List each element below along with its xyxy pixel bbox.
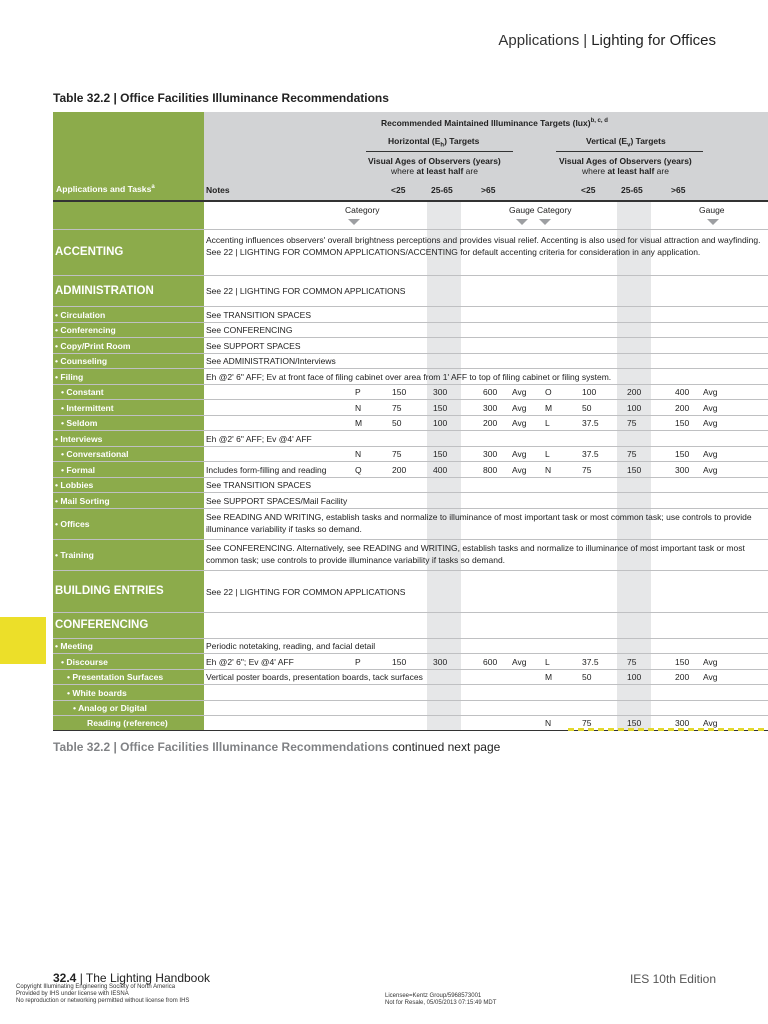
row-label: BUILDING ENTRIES <box>55 585 164 597</box>
table-row <box>53 477 768 493</box>
value-cell: Avg <box>703 656 718 667</box>
row-label: Reading (reference) <box>87 718 168 728</box>
value-cell: 400 <box>433 464 448 475</box>
copyright-block <box>16 984 189 1005</box>
where-bold: at least half <box>607 166 655 176</box>
table-row <box>53 638 768 654</box>
continued-note-title: Table 32.2 | Office Facilities Illuminance Recommendations <box>53 740 389 754</box>
value-cell: 37.5 <box>582 656 599 667</box>
value-cell: L <box>545 418 550 428</box>
row-note: See ADMINISTRATION/Interviews <box>206 356 336 366</box>
value-cell: 50 <box>582 672 592 682</box>
copyright-line: No reproduction or networking permitted without license from IHS <box>16 998 190 1004</box>
horizontal-heading-sub: h <box>440 142 445 149</box>
horizontal-heading-end: ) Targets <box>444 136 480 146</box>
value-cell: Avg <box>703 672 718 682</box>
table-row <box>53 229 768 276</box>
row-label: • Seldom <box>61 418 98 428</box>
vertical-heading-text: Vertical (E <box>586 136 628 146</box>
row-label: • Filing <box>55 371 84 382</box>
row-note: See CONFERENCING <box>206 325 293 335</box>
book-title: | The Lighting Handbook <box>76 971 211 985</box>
table-row <box>53 415 768 431</box>
row-label: • Mail Sorting <box>55 495 110 506</box>
targets-heading-text: Recommended Maintained Illuminance Targets (lux) <box>381 118 591 128</box>
value-cell: M <box>545 402 553 413</box>
value-cell: M <box>545 672 553 682</box>
value-cell: 75 <box>627 656 637 667</box>
value-cell: L <box>545 449 550 459</box>
value-cell: 200 <box>675 672 690 682</box>
value-cell: Avg <box>703 449 718 459</box>
value-cell: 75 <box>582 464 592 475</box>
value-cell: 400 <box>675 387 690 397</box>
value-cell: 300 <box>433 387 448 397</box>
row-note: Accenting influences observers' overall brightness perceptions and provides visual relief. Accenting is also used for visual attraction and wayfinding. See 22 | LIGHTING FOR COMMON APPLICATIONS/ACCENTING for default accenting criteria for consideration in any application. <box>206 235 761 257</box>
table-row <box>53 669 768 685</box>
gauge-label-horizontal: Gauge <box>509 205 535 215</box>
continued-note-rest: continued next page <box>388 740 501 754</box>
value-cell: Avg <box>512 387 527 397</box>
row-label: • Constant <box>61 387 104 397</box>
table-row <box>53 368 768 385</box>
row-label: • Meeting <box>55 641 93 651</box>
value-cell: 200 <box>675 402 690 413</box>
license-line: Licensee=Kentz Group/5968573001 <box>385 993 482 999</box>
apps-heading-text: Applications and Tasks <box>56 184 152 194</box>
value-cell: 150 <box>675 656 690 667</box>
value-cell: 100 <box>582 387 597 397</box>
value-cell: 800 <box>483 464 498 475</box>
row-note: Periodic notetaking, reading, and facial detail <box>206 641 376 651</box>
value-cell: 200 <box>627 387 642 397</box>
running-header-title: Lighting for Offices <box>591 32 716 49</box>
age-gt65-v: >65 <box>671 185 686 195</box>
value-cell: Avg <box>703 464 718 475</box>
table-row <box>53 306 768 323</box>
row-note: See 22 | LIGHTING FOR COMMON APPLICATIONS <box>206 586 406 597</box>
row-label: • Interviews <box>55 433 103 444</box>
value-cell: 50 <box>392 418 402 428</box>
table-row <box>53 461 768 478</box>
row-label: • Discourse <box>61 656 108 667</box>
value-cell: 150 <box>675 418 690 428</box>
table-row <box>53 508 768 540</box>
value-cell: 100 <box>627 402 642 413</box>
table-row <box>53 684 768 701</box>
value-cell: 150 <box>392 387 407 397</box>
row-label: • Copy/Print Room <box>55 340 131 351</box>
copyright-line: Copyright Illuminating Engineering Society of North America <box>16 984 176 990</box>
value-cell: 600 <box>483 656 498 667</box>
value-cell: 150 <box>627 464 642 475</box>
row-note: Includes form-filling and reading <box>206 464 327 475</box>
value-cell: Avg <box>703 718 718 728</box>
horizontal-heading-text: Horizontal (E <box>388 136 441 146</box>
row-note: See READING AND WRITING, establish tasks and normalize to illuminance of most important task or most common task; use controls to provide illuminance variability if tasks so demand. <box>206 512 752 534</box>
row-note: See SUPPORT SPACES <box>206 340 301 351</box>
table-row <box>53 337 768 354</box>
where-end: are <box>463 166 478 176</box>
table-row <box>53 399 768 416</box>
value-cell: N <box>355 402 362 413</box>
table-row <box>53 446 768 462</box>
value-cell: Q <box>355 464 362 475</box>
license-line: Not for Resale, 05/05/2013 07:15:49 MDT <box>385 1000 497 1006</box>
row-label: CONFERENCING <box>55 619 149 631</box>
where-text: where <box>391 166 417 176</box>
row-label: • Lobbies <box>55 480 94 490</box>
value-cell: 100 <box>627 672 642 682</box>
row-note: See TRANSITION SPACES <box>206 480 312 490</box>
value-cell: P <box>355 387 361 397</box>
row-label: • Offices <box>55 519 90 529</box>
table-row <box>53 612 768 639</box>
row-note: See CONFERENCING. Alternatively, see READING and WRITING, establish tasks and normalize to illuminance of most important task or most common task; use controls to provide illuminance variability if tasks so demand. <box>206 543 745 565</box>
table-row <box>53 275 768 307</box>
table-row <box>53 653 768 670</box>
value-cell: 150 <box>433 449 448 459</box>
value-cell: 75 <box>627 418 637 428</box>
table-row <box>53 539 768 571</box>
table-row <box>53 700 768 716</box>
value-cell: N <box>545 464 552 475</box>
age-25-65-v: 25-65 <box>621 185 643 195</box>
row-label: • Counseling <box>55 356 108 366</box>
age-lt25-v: <25 <box>581 185 596 195</box>
row-note: Vertical poster boards, presentation boards, tack surfaces <box>206 672 423 682</box>
value-cell: 300 <box>483 449 498 459</box>
value-cell: 150 <box>675 449 690 459</box>
value-cell: L <box>545 656 550 667</box>
value-cell: M <box>355 418 363 428</box>
value-cell: 75 <box>392 402 402 413</box>
where-bold: at least half <box>416 166 464 176</box>
row-note: See SUPPORT SPACES/Mail Facility <box>206 495 348 506</box>
value-cell: Avg <box>512 402 527 413</box>
license-block <box>385 993 496 1007</box>
category-label-vertical: Category <box>537 205 572 215</box>
value-cell: N <box>545 718 552 728</box>
row-label: • Presentation Surfaces <box>67 672 164 682</box>
dashed-accent-line <box>568 728 768 731</box>
targets-heading-sup: b, c, d <box>590 118 608 125</box>
value-cell: 150 <box>433 402 448 413</box>
value-cell: Avg <box>512 656 527 667</box>
table-row <box>53 353 768 369</box>
value-cell: 600 <box>483 387 498 397</box>
table-row <box>53 492 768 509</box>
where-end: are <box>654 166 669 176</box>
page-footer <box>53 971 210 985</box>
continued-note <box>53 740 500 754</box>
ages-heading-horizontal: Visual Ages of Observers (years) <box>368 156 501 166</box>
table-row <box>53 384 768 400</box>
value-cell: 200 <box>483 418 498 428</box>
copyright-line: Provided by IHS under license with IESNA <box>16 991 129 997</box>
value-cell: 300 <box>483 402 498 413</box>
vertical-heading-sub: v <box>627 142 631 149</box>
value-cell: N <box>355 449 362 459</box>
age-25-65-h: 25-65 <box>431 185 453 195</box>
page-number: 32.4 <box>53 971 77 985</box>
value-cell: 150 <box>627 718 642 728</box>
value-cell: 150 <box>392 656 407 667</box>
row-label: • Conversational <box>61 449 129 459</box>
table-row <box>53 570 768 613</box>
row-label: • Analog or Digital <box>73 703 147 713</box>
value-cell: 300 <box>675 464 690 475</box>
value-cell: 300 <box>675 718 690 728</box>
row-label: ADMINISTRATION <box>55 284 154 297</box>
value-cell: Avg <box>703 402 718 413</box>
where-text: where <box>582 166 608 176</box>
ages-heading-vertical: Visual Ages of Observers (years) <box>559 156 692 166</box>
gauge-label-vertical: Gauge <box>699 205 725 215</box>
age-lt25-h: <25 <box>391 185 406 195</box>
age-gt65-h: >65 <box>481 185 496 195</box>
row-note: Eh @2' 6" AFF; Ev at front face of filing cabinet over area from 1' AFF to top of filing cabinet or filing system. <box>206 371 612 382</box>
value-cell: Avg <box>703 418 718 428</box>
row-label: • Conferencing <box>55 325 116 335</box>
value-cell: Avg <box>703 387 718 397</box>
value-cell: 75 <box>582 718 592 728</box>
row-note: Eh @2' 6"; Ev @4' AFF <box>206 656 294 667</box>
chapter-tab <box>0 617 46 664</box>
row-label: • Formal <box>61 464 96 475</box>
value-cell: Avg <box>512 418 527 428</box>
value-cell: 200 <box>392 464 407 475</box>
value-cell: O <box>545 387 552 397</box>
row-label: • Circulation <box>55 309 106 320</box>
row-label: • Training <box>55 550 94 560</box>
vertical-heading-end: ) Targets <box>630 136 666 146</box>
running-header-section: Applications <box>498 32 580 49</box>
value-cell: Avg <box>512 464 527 475</box>
row-label: ACCENTING <box>55 246 124 258</box>
running-header-separator: | <box>583 32 588 49</box>
category-label-horizontal: Category <box>345 205 380 215</box>
table-row <box>53 430 768 447</box>
value-cell: 75 <box>627 449 637 459</box>
value-cell: 100 <box>433 418 448 428</box>
row-label: • Intermittent <box>61 402 114 413</box>
row-note: See TRANSITION SPACES <box>206 309 312 320</box>
value-cell: 300 <box>433 656 448 667</box>
edition-label: IES 10th Edition <box>629 972 716 986</box>
notes-heading: Notes <box>206 185 230 195</box>
value-cell: 37.5 <box>582 418 599 428</box>
row-note: Eh @2' 6" AFF; Ev @4' AFF <box>206 433 312 444</box>
value-cell: 37.5 <box>582 449 599 459</box>
value-cell: P <box>355 656 361 667</box>
value-cell: 50 <box>582 402 592 413</box>
table-title: Table 32.2 | Office Facilities Illuminance Recommendations <box>53 91 389 105</box>
row-note: See 22 | LIGHTING FOR COMMON APPLICATIONS <box>206 286 406 296</box>
value-cell: Avg <box>512 449 527 459</box>
row-label: • White boards <box>67 687 127 698</box>
apps-heading-sup: a <box>151 184 155 191</box>
table-row <box>53 322 768 338</box>
value-cell: 75 <box>392 449 402 459</box>
